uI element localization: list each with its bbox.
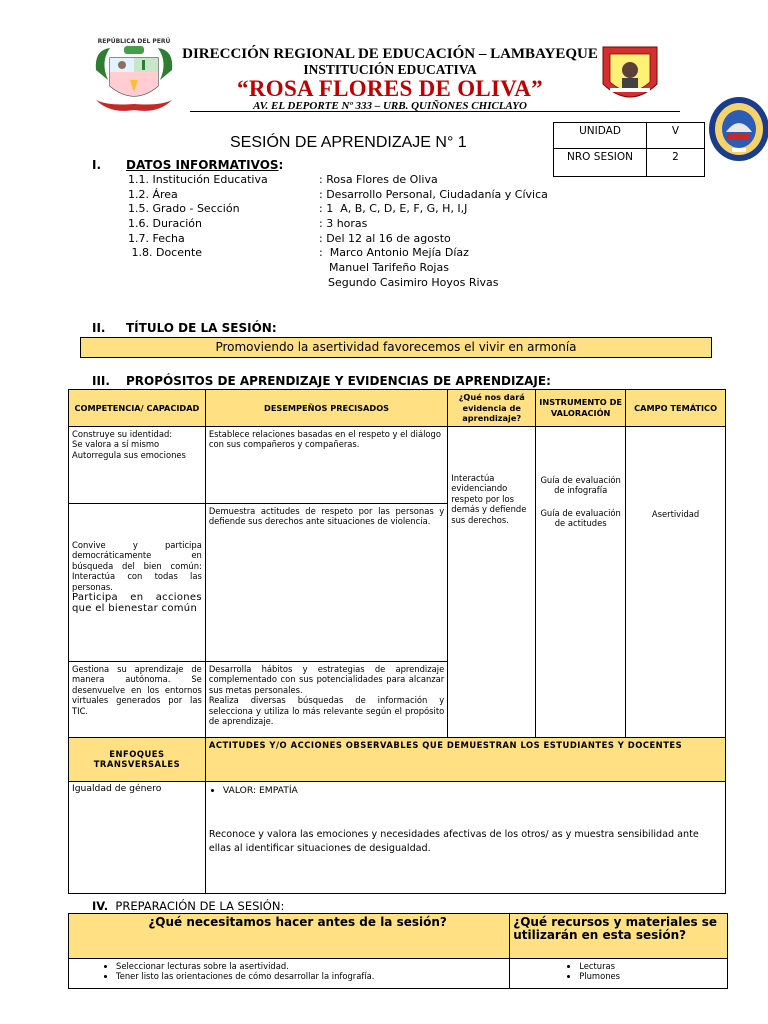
sesion-value: 2 <box>647 149 705 177</box>
session-title-bar: Promoviendo la asertividad favorecemos el vivir en armonía <box>80 337 712 358</box>
header-institution-label: INSTITUCIÓN EDUCATIVA <box>303 62 477 77</box>
school-shield-icon <box>600 44 660 110</box>
prep-col1-header: ¿Qué necesitamos hacer antes de la sesión? <box>69 914 510 959</box>
info-value: : Desarrollo Personal, Ciudadanía y Cívica <box>319 187 548 201</box>
prep-col1-cell <box>69 959 510 989</box>
info-value: : Marco Antonio Mejía Díaz <box>319 246 469 260</box>
desempeno-3 <box>205 661 447 737</box>
info-row <box>128 187 548 203</box>
info-key: 1.7. Fecha <box>128 231 185 245</box>
desempeno-3a: Desarrolla hábitos y estrategias de aprendizaje complementado con sus potencialidades para alcanzar sus metas personales. <box>208 663 445 695</box>
competencia-3: Gestiona su aprendizaje de manera autónoma. Se desenvuelve en los entornos virtuales generados por las TIC. <box>69 661 206 737</box>
actitud-cell <box>205 781 725 893</box>
info-row <box>128 217 368 232</box>
docente-extra-1: Manuel Tarifeño Rojas <box>329 261 449 274</box>
section1-label-text: DATOS INFORMATIVOS <box>126 158 279 172</box>
info-key: 1.5. Grado - Sección <box>128 202 240 216</box>
header-desempenos: DESEMPEÑOS PRECISADOS <box>205 390 447 427</box>
competencia-1 <box>69 426 206 503</box>
enfoque-cell: Igualdad de género <box>69 781 206 893</box>
seal-left-caption: REPÚBLICA DEL PERÚ <box>97 38 171 45</box>
info-key: 1.1. Institución Educativa <box>128 173 268 186</box>
enfoques-header: ENFOQUES TRANSVERSALES <box>69 737 206 781</box>
section3-label: PROPÓSITOS DE APRENDIZAJE Y EVIDENCIAS DE APRENDIZAJE: <box>126 374 551 388</box>
unidad-label: UNIDAD <box>554 123 647 149</box>
prep-item: • Seleccionar lecturas sobre la asertividad. <box>116 961 506 971</box>
info-value: : 1 A, B, C, D, E, F, G, H, I,J <box>319 202 468 216</box>
competencia-2b-text: Participa en acciones que el bienestar común <box>72 592 202 614</box>
prep-col2-cell <box>510 959 728 989</box>
section4-heading <box>92 899 284 913</box>
resource-item: • Lecturas <box>579 961 724 971</box>
header-evidencia: ¿Qué nos dará evidencia de aprendizaje? <box>448 390 536 427</box>
purposes-table <box>68 389 726 894</box>
header-campo: CAMPO TEMÁTICO <box>626 390 726 427</box>
competencia-1-line: Construye su identidad: <box>72 428 173 439</box>
unit-table <box>553 122 705 177</box>
header-direction: DIRECCIÓN REGIONAL DE EDUCACIÓN – LAMBAYEQUE <box>182 46 598 62</box>
university-seal-icon <box>708 96 768 162</box>
info-row <box>128 173 438 188</box>
info-key: 1.2. Área <box>128 187 178 201</box>
sesion-label: NRO SESION <box>554 149 647 177</box>
competencia-1-line: Autorregula sus emociones <box>72 449 186 460</box>
competencia-1-line: Se valora a sí mismo <box>72 439 160 449</box>
page-title: SESIÓN DE APRENDIZAJE N° 1 <box>230 134 467 151</box>
header-divider <box>190 111 680 112</box>
section4-number: IV. <box>92 899 109 913</box>
resource-item: • Plumones <box>579 971 724 981</box>
section4-label: PREPARACIÓN DE LA SESIÓN: <box>115 899 285 913</box>
info-row <box>128 246 469 261</box>
info-value: : Del 12 al 16 de agosto <box>319 231 451 245</box>
desempeno-3b: Realiza diversas búsquedas de información y selecciona y utiliza lo más relevante según el propósito de aprendizaje. <box>208 695 445 726</box>
unidad-value: V <box>647 123 705 149</box>
actitudes-header: ACTITUDES Y/O ACCIONES OBSERVABLES QUE DEMUESTRAN LOS ESTUDIANTES Y DOCENTES <box>205 737 725 781</box>
section2-label: TÍTULO DE LA SESIÓN: <box>126 321 277 335</box>
info-list <box>128 173 548 261</box>
competencia-2 <box>69 503 206 661</box>
section2-number: II. <box>92 321 106 335</box>
prep-item: • Tener listo las orientaciones de cómo desarrollar la infografía. <box>116 971 506 981</box>
info-value: : 3 horas <box>319 217 368 231</box>
header-school-name: “ROSA FLORES DE OLIVA” <box>237 76 543 101</box>
instrumento-2: Guía de evaluación de actitudes <box>540 507 621 528</box>
prep-col2-header: ¿Qué recursos y materiales se utilizarán en esta sesión? <box>510 914 728 959</box>
section1-label: DATOS INFORMATIVOS: <box>126 158 284 172</box>
campo-tematico: Asertividad <box>626 426 726 737</box>
info-key: 1.6. Duración <box>128 217 202 231</box>
info-row <box>128 231 451 247</box>
valor-item: • VALOR: EMPATÍA <box>223 784 722 798</box>
section1-number: I. <box>92 158 102 172</box>
preparation-table <box>68 913 728 989</box>
instrumento-1: Guía de evaluación de infografía <box>540 474 621 495</box>
evidencia-cell: Interactúa evidenciando respeto por los demás y defiende sus derechos. <box>448 426 536 737</box>
desempeno-2: Demuestra actitudes de respeto por las personas y defiende sus derechos ante situaciones de violencia. <box>205 503 447 661</box>
info-key: 1.8. Docente <box>128 246 203 260</box>
peru-coat-of-arms-icon <box>90 40 178 114</box>
header-address: AV. EL DEPORTE Nº 333 – URB. QUIÑONES CHICLAYO <box>253 100 527 112</box>
instrumento-cell <box>536 426 626 737</box>
header-competencia: COMPETENCIA/ CAPACIDAD <box>69 390 206 427</box>
desempeno-1: Establece relaciones basadas en el respeto y el diálogo con sus compañeros y compañeras. <box>205 426 447 503</box>
info-value: : Rosa Flores de Oliva <box>319 173 438 186</box>
info-row <box>128 202 468 217</box>
docente-extra-2: Segundo Casimiro Hoyos Rivas <box>328 276 499 289</box>
section3-number: III. <box>92 374 110 388</box>
header-instrumento: INSTRUMENTO DE VALORACIÓN <box>536 390 626 427</box>
accion-text: Reconoce y valora las emociones y necesidades afectivas de los otros/ as y muestra sensibilidad ante ellas al identificar situaciones de desigualdad. <box>208 828 699 854</box>
competencia-2-text: Convive y participa democráticamente en búsqueda del bien común: Interactúa con todas las personas. <box>72 539 202 592</box>
